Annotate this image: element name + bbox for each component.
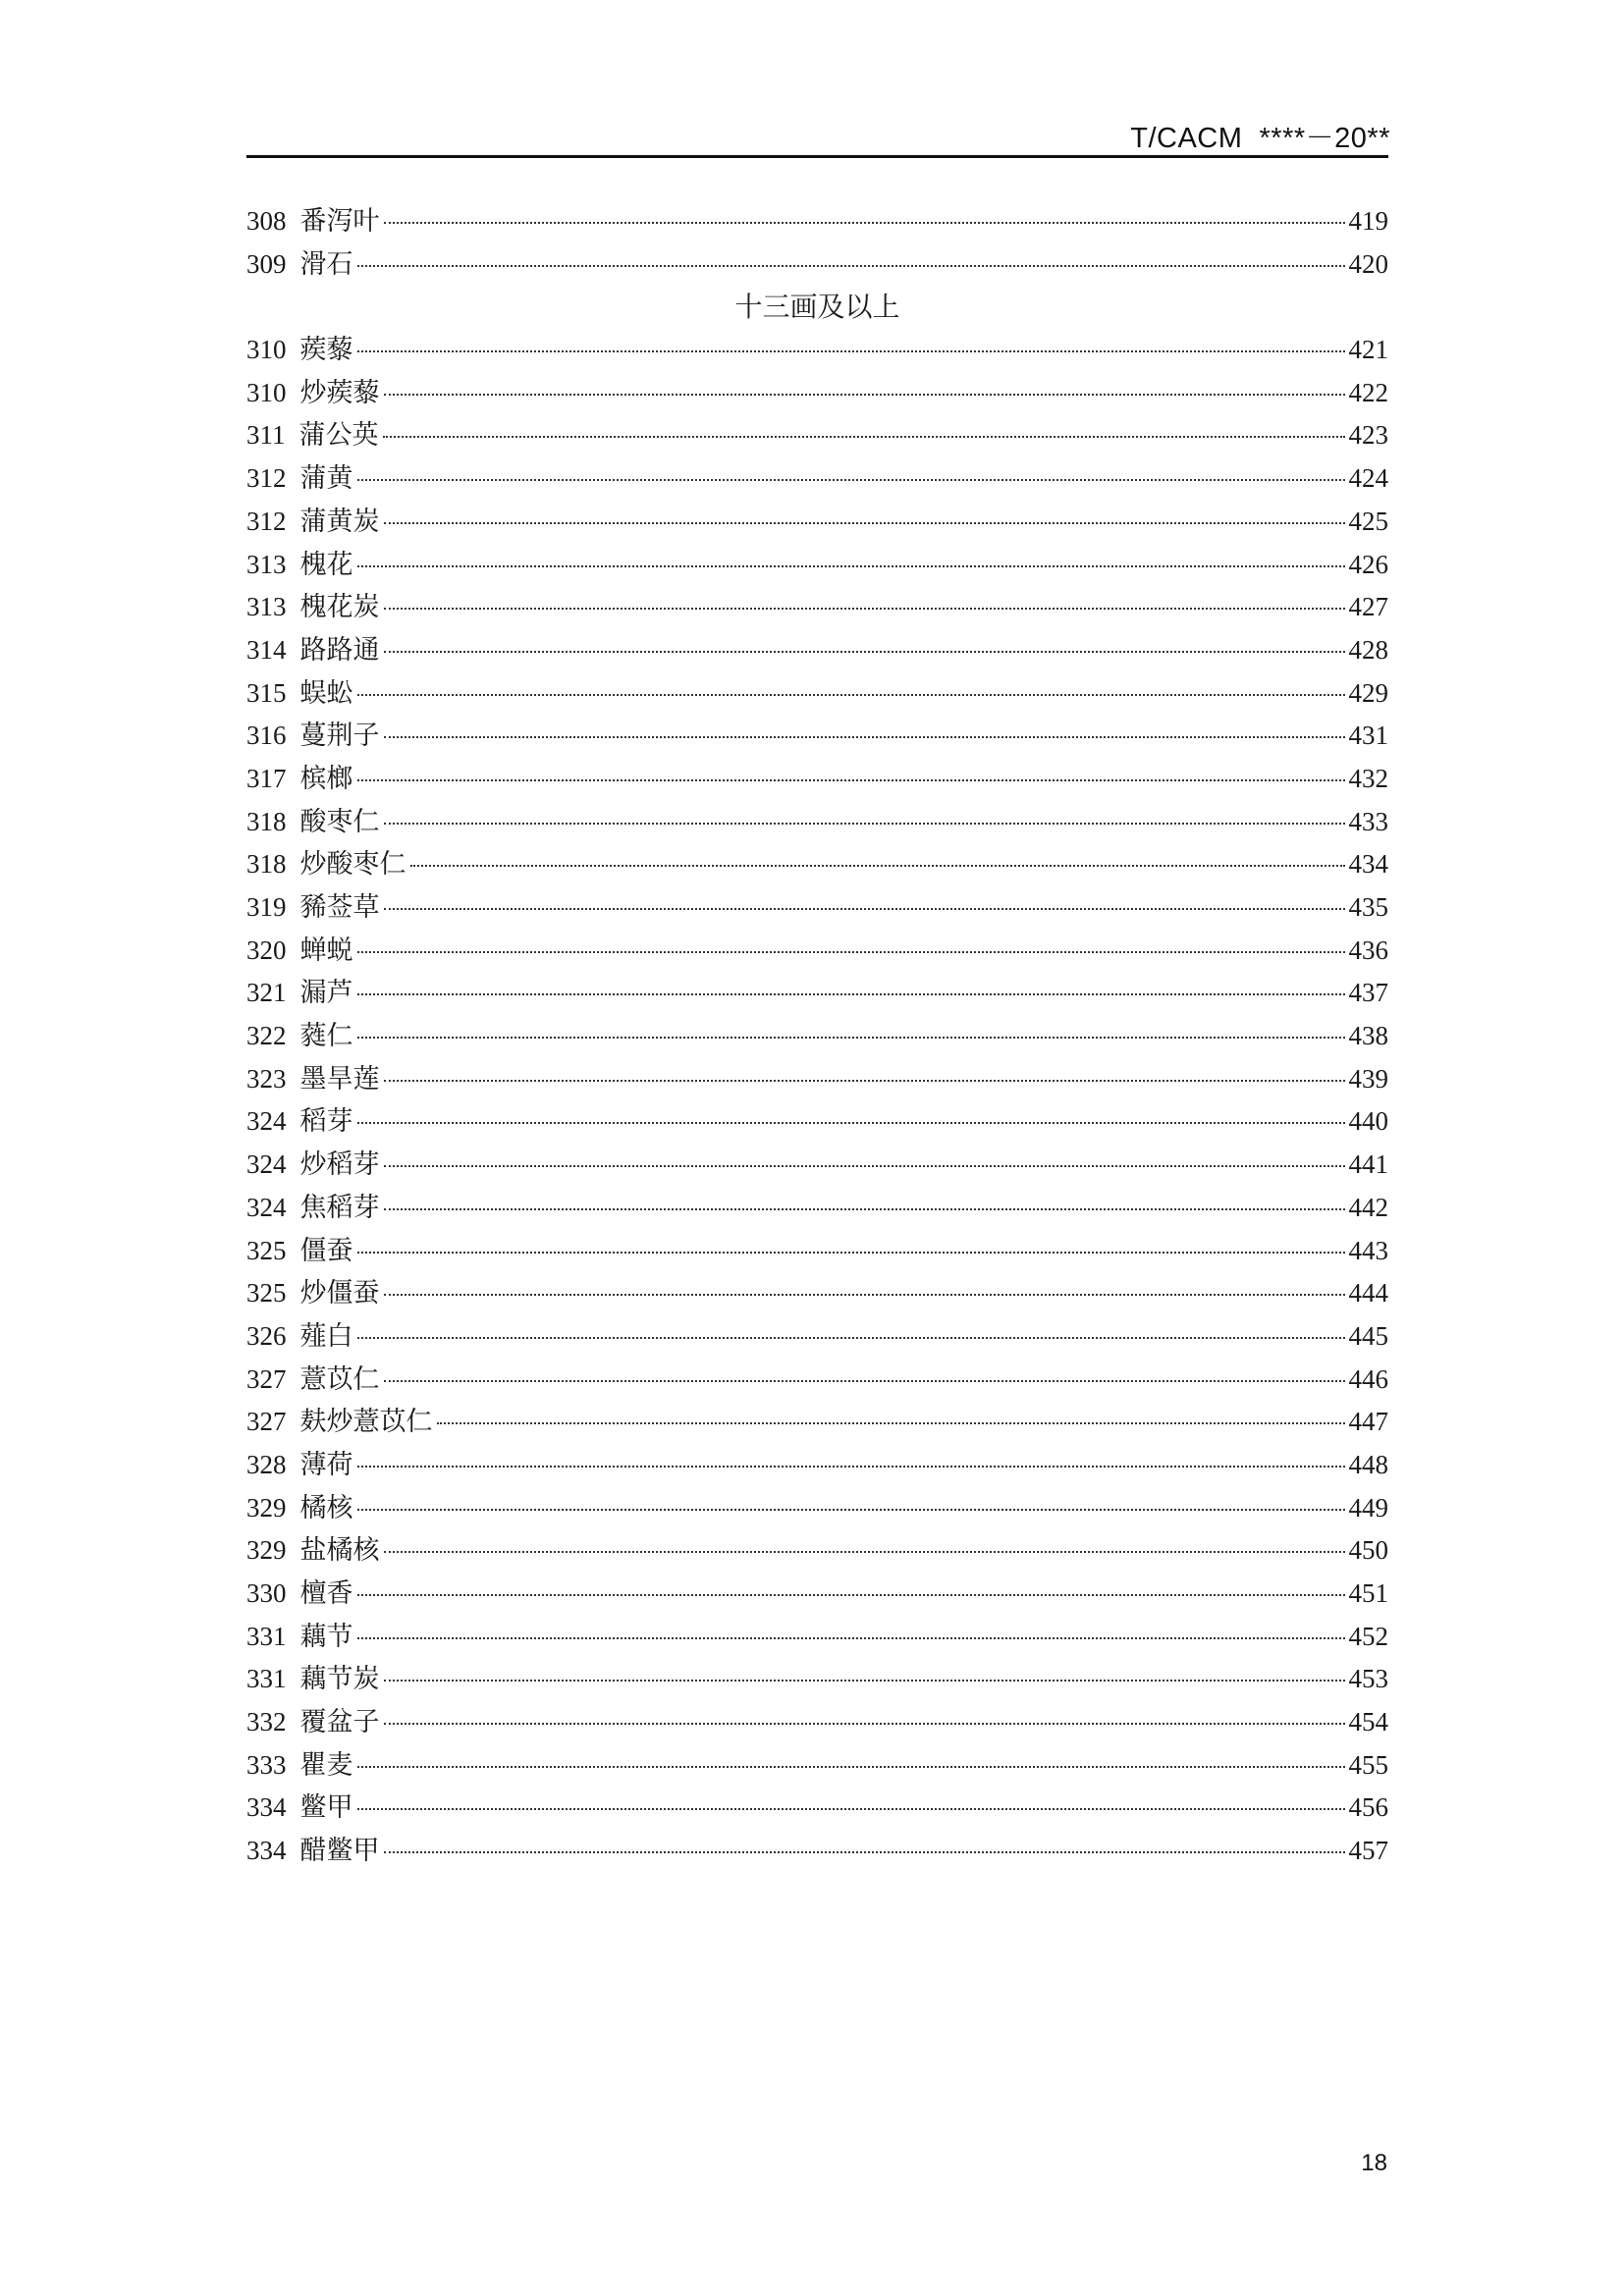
- entry-title: 醋鳖甲: [299, 1836, 380, 1867]
- entry-number: 326: [246, 1320, 287, 1351]
- dot-leader: [357, 779, 1345, 781]
- toc-entry[interactable]: [246, 715, 1388, 758]
- toc-entry[interactable]: [246, 843, 1388, 886]
- dot-leader: [383, 436, 1345, 438]
- dot-leader: [384, 1080, 1345, 1082]
- entry-number: 328: [246, 1449, 287, 1479]
- toc-entry[interactable]: [246, 1315, 1388, 1359]
- entry-page-number: 446: [1348, 1363, 1388, 1394]
- entry-title: 瞿麦: [299, 1749, 353, 1781]
- toc-entry[interactable]: [246, 329, 1388, 372]
- dot-leader: [357, 565, 1345, 567]
- entry-page-number: 422: [1348, 377, 1388, 407]
- toc-entry[interactable]: [246, 1787, 1388, 1830]
- entry-page-number: 423: [1348, 420, 1388, 451]
- entry-title: 藕节: [299, 1621, 353, 1652]
- entry-title: 薄荷: [299, 1449, 353, 1480]
- entry-page-number: 419: [1348, 206, 1388, 236]
- entry-page-number: 440: [1348, 1106, 1388, 1137]
- section-heading: 十三画及以上: [734, 291, 900, 324]
- entry-number: 332: [246, 1707, 287, 1737]
- entry-page-number: 441: [1348, 1149, 1388, 1180]
- entry-number: 318: [246, 849, 287, 880]
- entry-number: 312: [246, 506, 287, 536]
- toc-entry[interactable]: [246, 1444, 1388, 1487]
- dot-leader: [384, 823, 1345, 825]
- entry-number: 334: [246, 1836, 287, 1866]
- entry-title: 槐花炭: [299, 592, 380, 623]
- toc-group-after: [246, 329, 1388, 1873]
- dot-leader: [384, 1165, 1345, 1167]
- dot-leader: [357, 1337, 1345, 1339]
- entry-number: 314: [246, 634, 287, 665]
- dot-leader: [357, 1252, 1345, 1254]
- entry-page-number: 454: [1348, 1707, 1388, 1737]
- entry-number: 321: [246, 978, 287, 1008]
- entry-page-number: 429: [1348, 677, 1388, 708]
- entry-number: 316: [246, 721, 287, 751]
- entry-number: 325: [246, 1235, 287, 1265]
- entry-number: 329: [246, 1535, 287, 1566]
- entry-title: 薏苡仁: [299, 1363, 380, 1395]
- entry-title: 薤白: [299, 1320, 353, 1352]
- toc-entry[interactable]: [246, 801, 1388, 844]
- dot-leader: [384, 1851, 1345, 1853]
- entry-page-number: 431: [1348, 721, 1388, 751]
- entry-page-number: 428: [1348, 634, 1388, 665]
- entry-title: 炒蒺藜: [299, 377, 380, 408]
- entry-page-number: 447: [1348, 1407, 1388, 1437]
- entry-page-number: 455: [1348, 1749, 1388, 1780]
- entry-number: 317: [246, 763, 287, 793]
- entry-page-number: 437: [1348, 978, 1388, 1008]
- dot-leader: [357, 951, 1345, 953]
- entry-page-number: 456: [1348, 1792, 1388, 1823]
- toc-entry[interactable]: [246, 1187, 1388, 1230]
- entry-number: 329: [246, 1492, 287, 1522]
- entry-number: 324: [246, 1192, 287, 1222]
- toc-entry[interactable]: [246, 972, 1388, 1015]
- entry-page-number: 425: [1348, 506, 1388, 536]
- header-divider: [246, 155, 1388, 158]
- entry-page-number: 450: [1348, 1535, 1388, 1566]
- entry-page-number: 424: [1348, 463, 1388, 494]
- toc-entry[interactable]: [246, 930, 1388, 973]
- toc-entry[interactable]: [246, 544, 1388, 587]
- entry-title: 蔓荆子: [299, 721, 380, 752]
- entry-number: 319: [246, 892, 287, 922]
- entry-page-number: 445: [1348, 1320, 1388, 1351]
- entry-page-number: 442: [1348, 1192, 1388, 1222]
- entry-page-number: 432: [1348, 763, 1388, 793]
- entry-title: 蒺藜: [299, 335, 353, 366]
- entry-number: 331: [246, 1621, 287, 1651]
- toc-entry[interactable]: [246, 1100, 1388, 1144]
- entry-title: 蕤仁: [299, 1021, 353, 1052]
- entry-page-number: 420: [1348, 248, 1388, 279]
- entry-number: 333: [246, 1749, 287, 1780]
- entry-title: 橘核: [299, 1492, 353, 1523]
- toc-entry[interactable]: [246, 1658, 1388, 1701]
- entry-title: 番泻叶: [299, 206, 380, 237]
- toc-entry[interactable]: [246, 1830, 1388, 1873]
- entry-title: 蝉蜕: [299, 934, 353, 966]
- entry-title: 蒲公英: [298, 420, 379, 452]
- dot-leader: [384, 1551, 1345, 1553]
- dot-leader: [384, 736, 1345, 738]
- dot-leader: [384, 394, 1345, 396]
- entry-title: 炒僵蚕: [299, 1278, 380, 1309]
- toc-entry[interactable]: [246, 1616, 1388, 1659]
- entry-page-number: 435: [1348, 892, 1388, 922]
- entry-number: 315: [246, 677, 287, 708]
- toc-entry[interactable]: [246, 1744, 1388, 1788]
- entry-number: 334: [246, 1792, 287, 1823]
- toc-entry[interactable]: [246, 1529, 1388, 1573]
- entry-title: 檀香: [299, 1578, 353, 1609]
- entry-title: 豨莶草: [299, 892, 380, 923]
- entry-number: 327: [246, 1363, 287, 1394]
- entry-number: 310: [246, 377, 287, 407]
- dot-leader: [384, 222, 1345, 224]
- entry-number: 327: [246, 1407, 287, 1437]
- toc-entry[interactable]: [246, 1144, 1388, 1187]
- entry-page-number: 443: [1348, 1235, 1388, 1265]
- document-code: T/CACM ****－20**: [1130, 123, 1390, 154]
- toc-entry[interactable]: [246, 457, 1388, 501]
- entry-page-number: 453: [1348, 1664, 1388, 1694]
- entry-title: 焦稻芽: [299, 1192, 380, 1223]
- entry-page-number: 426: [1348, 549, 1388, 579]
- entry-number: 322: [246, 1021, 287, 1051]
- toc-entry[interactable]: [246, 1487, 1388, 1530]
- toc-entry[interactable]: [246, 1272, 1388, 1315]
- entry-title: 鳖甲: [299, 1792, 353, 1824]
- page-number: 18: [1361, 2150, 1387, 2176]
- toc-entry[interactable]: [246, 1359, 1388, 1402]
- entry-page-number: 451: [1348, 1578, 1388, 1608]
- entry-page-number: 421: [1348, 335, 1388, 365]
- entry-title: 炒稻芽: [299, 1149, 380, 1181]
- dot-leader: [437, 1422, 1345, 1424]
- entry-title: 覆盆子: [299, 1707, 380, 1738]
- toc-entry[interactable]: [246, 758, 1388, 801]
- dot-leader: [384, 1680, 1345, 1682]
- entry-number: 308: [246, 206, 287, 236]
- dot-leader: [384, 1208, 1345, 1210]
- entry-title: 墨旱莲: [299, 1063, 380, 1095]
- dot-leader: [357, 1808, 1345, 1810]
- entry-number: 311: [246, 420, 286, 451]
- entry-number: 324: [246, 1106, 287, 1137]
- dot-leader: [384, 608, 1345, 610]
- entry-page-number: 427: [1348, 592, 1388, 622]
- toc-entry[interactable]: [246, 1573, 1388, 1616]
- entry-number: 309: [246, 248, 287, 279]
- entry-title: 蒲黄炭: [299, 506, 380, 537]
- entry-number: 331: [246, 1664, 287, 1694]
- dot-leader: [384, 651, 1345, 653]
- dot-leader: [357, 1637, 1345, 1639]
- dot-leader: [410, 865, 1345, 867]
- entry-title: 槟榔: [299, 763, 353, 794]
- entry-title: 蜈蚣: [299, 677, 353, 709]
- entry-page-number: 457: [1348, 1836, 1388, 1866]
- dot-leader: [357, 350, 1345, 352]
- entry-title: 滑石: [299, 248, 353, 280]
- entry-title: 酸枣仁: [299, 806, 380, 837]
- entry-page-number: 444: [1348, 1278, 1388, 1308]
- entry-number: 313: [246, 549, 287, 579]
- entry-page-number: 452: [1348, 1621, 1388, 1651]
- entry-number: 324: [246, 1149, 287, 1180]
- toc-entry[interactable]: [246, 1701, 1388, 1744]
- entry-number: 313: [246, 592, 287, 622]
- entry-title: 炒酸枣仁: [299, 849, 406, 881]
- entry-number: 318: [246, 806, 287, 836]
- toc-entry[interactable]: [246, 672, 1388, 716]
- toc-entry[interactable]: [246, 586, 1388, 629]
- dot-leader: [357, 1037, 1345, 1039]
- dot-leader: [357, 694, 1345, 696]
- toc-entry[interactable]: [246, 1058, 1388, 1101]
- toc-entry[interactable]: [246, 1230, 1388, 1273]
- entry-page-number: 436: [1348, 934, 1388, 965]
- dot-leader: [357, 1509, 1345, 1511]
- toc-entry[interactable]: [246, 414, 1388, 457]
- entry-page-number: 434: [1348, 849, 1388, 880]
- entry-number: 325: [246, 1278, 287, 1308]
- entry-title: 漏芦: [299, 978, 353, 1009]
- toc-entry[interactable]: [246, 501, 1388, 544]
- entry-page-number: 449: [1348, 1492, 1388, 1522]
- dot-leader: [357, 1466, 1345, 1468]
- toc-entry[interactable]: [246, 1015, 1388, 1058]
- entry-title: 槐花: [299, 549, 353, 580]
- entry-page-number: 439: [1348, 1063, 1388, 1094]
- entry-page-number: 433: [1348, 806, 1388, 836]
- entry-title: 麸炒薏苡仁: [299, 1407, 433, 1438]
- entry-title: 藕节炭: [299, 1664, 380, 1695]
- entry-title: 路路通: [299, 634, 380, 666]
- dot-leader: [357, 1594, 1345, 1596]
- toc-entry[interactable]: [246, 372, 1388, 415]
- toc-entry[interactable]: [246, 886, 1388, 930]
- toc-entry[interactable]: [246, 1401, 1388, 1444]
- dot-leader: [357, 1766, 1345, 1768]
- dot-leader: [384, 1723, 1345, 1725]
- entry-number: 323: [246, 1063, 287, 1094]
- entry-title: 盐橘核: [299, 1535, 380, 1567]
- entry-number: 312: [246, 463, 287, 494]
- dot-leader: [384, 1294, 1345, 1296]
- entry-title: 稻芽: [299, 1106, 353, 1138]
- toc-group-before: [246, 200, 1388, 286]
- dot-leader: [357, 479, 1345, 481]
- dot-leader: [357, 265, 1345, 267]
- entry-number: 330: [246, 1578, 287, 1608]
- toc-entry[interactable]: [246, 629, 1388, 672]
- dot-leader: [384, 522, 1345, 524]
- dot-leader: [357, 993, 1345, 995]
- entry-title: 蒲黄: [299, 463, 353, 495]
- entry-page-number: 438: [1348, 1021, 1388, 1051]
- toc-entry[interactable]: [246, 243, 1388, 287]
- dot-leader: [384, 908, 1345, 910]
- toc-entry[interactable]: [246, 200, 1388, 243]
- table-of-contents: [246, 200, 1388, 1873]
- entry-page-number: 448: [1348, 1449, 1388, 1479]
- entry-number: 320: [246, 934, 287, 965]
- dot-leader: [384, 1380, 1345, 1382]
- entry-number: 310: [246, 335, 287, 365]
- entry-title: 僵蚕: [299, 1235, 353, 1266]
- dot-leader: [357, 1122, 1345, 1124]
